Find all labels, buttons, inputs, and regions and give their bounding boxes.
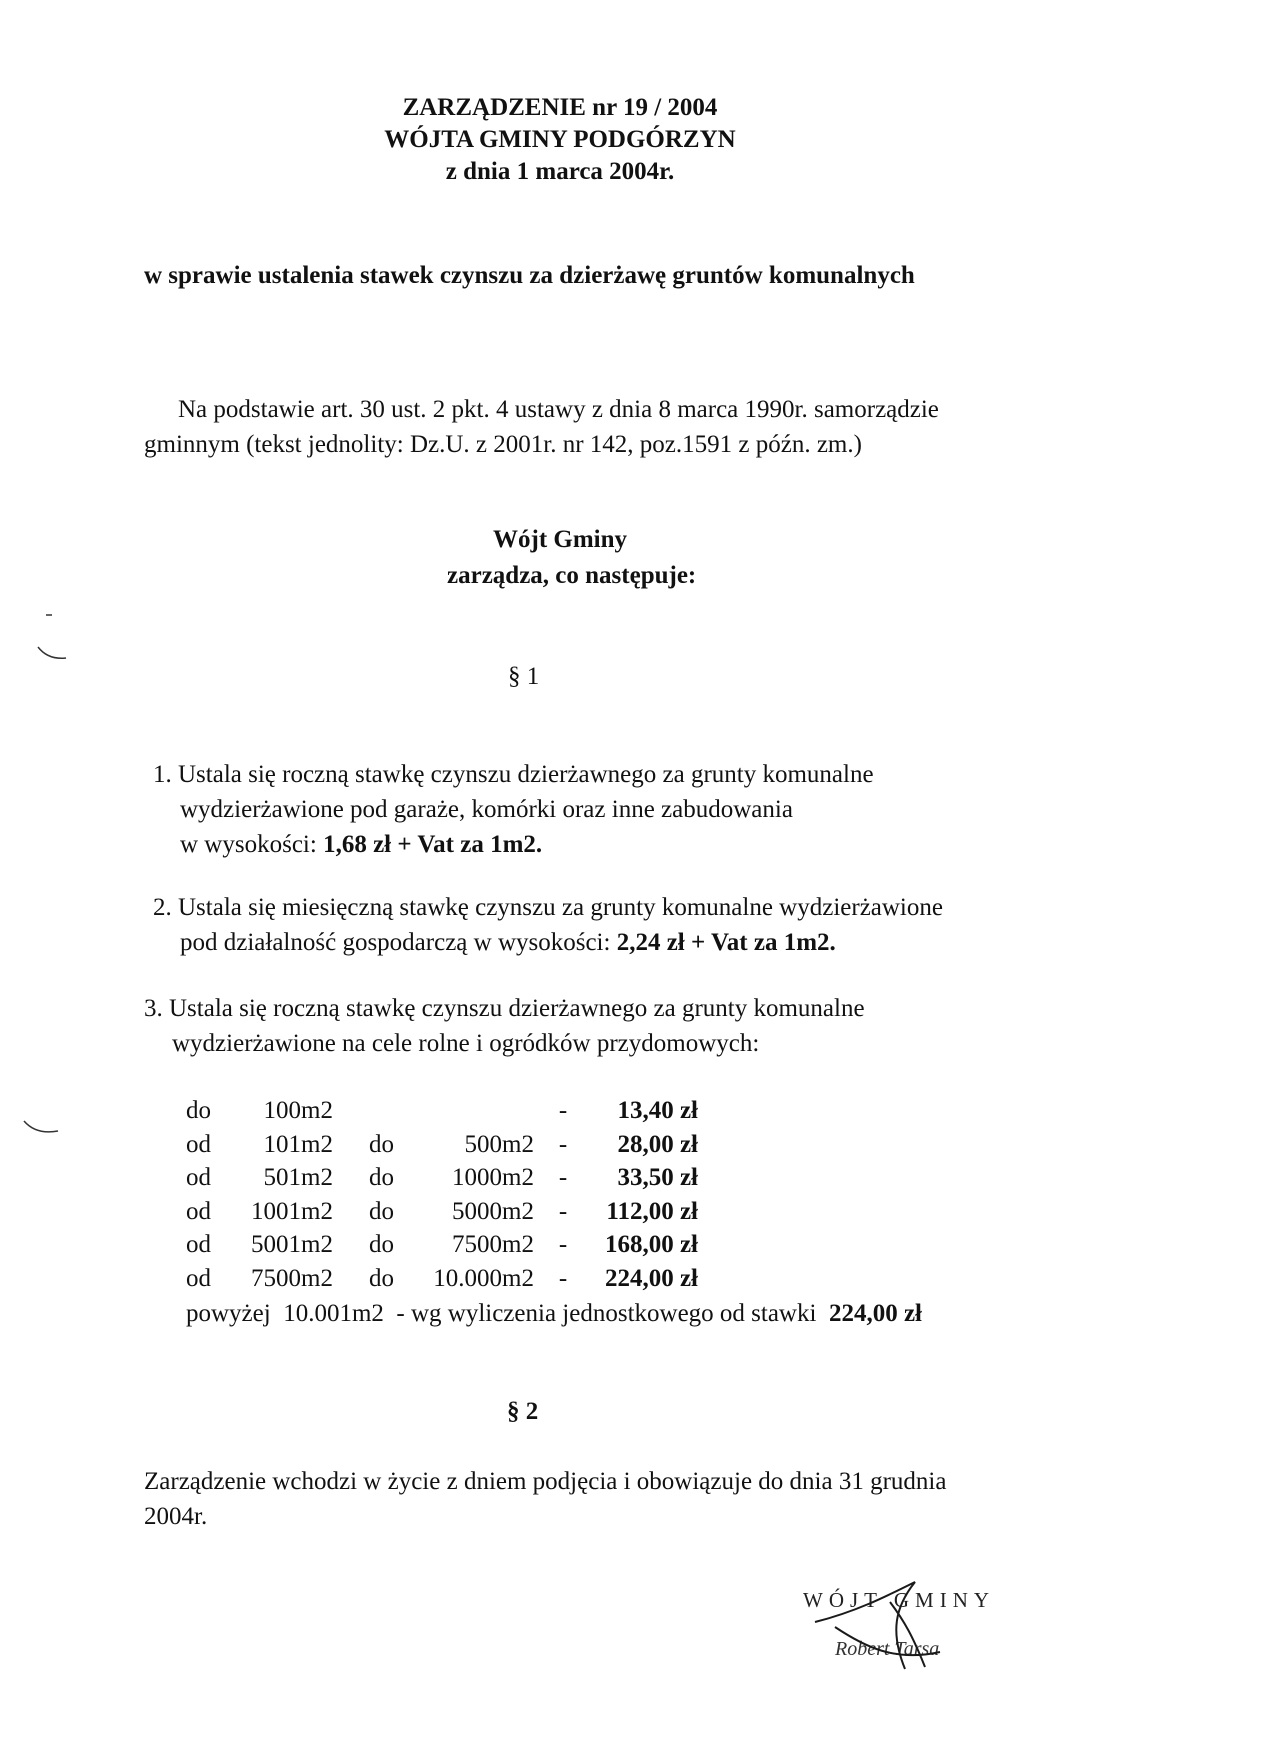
rate-do: do bbox=[369, 1130, 394, 1158]
rate-do bbox=[333, 1094, 429, 1128]
item-2-line-1: 2. Ustala się miesięczną stawkę czynszu za grunty komunalne wydzierżawione bbox=[153, 894, 943, 921]
item-3-line-2: wydzierżawione na cele rolne i ogródków przydomowych: bbox=[172, 1030, 760, 1057]
margin-scan-mark bbox=[20, 1115, 65, 1145]
rate-from: 100m2 bbox=[263, 1097, 333, 1124]
item-2-rate-value: 2,24 zł + Vat za 1m2. bbox=[616, 929, 836, 956]
header-date: z dnia 1 marca 2004r. bbox=[445, 158, 675, 185]
rate-price: 224,00 zł bbox=[604, 1264, 698, 1292]
rate-row bbox=[186, 1262, 698, 1296]
rate-do: do bbox=[369, 1231, 394, 1259]
rate-do: do bbox=[369, 1197, 394, 1225]
rate-price: 112,00 zł bbox=[606, 1197, 698, 1225]
rate-above-text: powyżej 10.001m2 - wg wyliczenia jednostkowego od stawki bbox=[186, 1300, 829, 1327]
rate-from: 7500m2 bbox=[251, 1264, 333, 1292]
rate-row bbox=[186, 1195, 698, 1229]
rate-prefix: od bbox=[186, 1130, 211, 1158]
rate-prefix: od bbox=[186, 1231, 211, 1259]
margin-scan-mark bbox=[34, 612, 74, 662]
section-2-heading: § 2 bbox=[507, 1398, 539, 1425]
rates-table bbox=[186, 1094, 698, 1296]
section-1-item-1 bbox=[153, 757, 874, 862]
rate-do: do bbox=[369, 1164, 394, 1192]
rate-row bbox=[186, 1094, 698, 1128]
section-2-line-2: 2004r. bbox=[144, 1503, 208, 1530]
signature-graphic bbox=[795, 1577, 1030, 1672]
authority-decree: zarządza, co następuje: bbox=[447, 562, 697, 589]
section-2-line-1: Zarządzenie wchodzi w życie z dniem podjęcia i obowiązuje do dnia 31 grudnia bbox=[144, 1468, 947, 1495]
rate-to bbox=[429, 1094, 534, 1128]
rate-do: do bbox=[369, 1264, 394, 1292]
rate-prefix: od bbox=[186, 1264, 211, 1292]
rate-to: 7500m2 bbox=[452, 1231, 534, 1259]
rate-row bbox=[186, 1161, 698, 1195]
rate-price: 33,50 zł bbox=[617, 1164, 698, 1192]
legal-basis-line-2: gminnym (tekst jednolity: Dz.U. z 2001r. nr 142, poz.1591 z późn. zm.) bbox=[144, 431, 862, 458]
header-authority: WÓJTA GMINY PODGÓRZYN bbox=[384, 126, 736, 153]
item-2-rate-label: pod działalność gospodarczą w wysokości: bbox=[180, 929, 617, 956]
rate-price: 168,00 zł bbox=[604, 1231, 698, 1259]
rate-row bbox=[186, 1128, 698, 1162]
legal-basis-line-1: Na podstawie art. 30 ust. 2 pkt. 4 ustawy z dnia 8 marca 1990r. samorządzie bbox=[178, 396, 939, 423]
rate-dash: - bbox=[558, 1097, 568, 1124]
item-1-line-3 bbox=[153, 827, 874, 862]
rate-dash: - bbox=[558, 1130, 568, 1158]
authority-name: Wójt Gminy bbox=[493, 526, 628, 553]
rate-dash: - bbox=[558, 1197, 568, 1225]
document-header bbox=[0, 92, 1120, 188]
item-3-line-1: 3. Ustala się roczną stawkę czynszu dzierżawnego za grunty komunalne bbox=[144, 995, 865, 1022]
rate-prefix: do bbox=[186, 1097, 211, 1124]
item-1-rate-label: w wysokości: bbox=[180, 831, 324, 858]
section-1-item-2 bbox=[153, 890, 943, 960]
rate-to: 5000m2 bbox=[452, 1197, 534, 1225]
stamp-text-top: WÓJT GMINY bbox=[803, 1588, 996, 1612]
rate-to: 500m2 bbox=[464, 1130, 534, 1158]
rate-from: 501m2 bbox=[263, 1164, 333, 1192]
rate-prefix: od bbox=[186, 1197, 211, 1225]
rate-from: 5001m2 bbox=[251, 1231, 333, 1259]
signature-stamp bbox=[795, 1577, 1030, 1672]
rate-from: 101m2 bbox=[263, 1130, 333, 1158]
rate-above-price: 224,00 zł bbox=[828, 1300, 922, 1327]
item-1-line-1: 1. Ustala się roczną stawkę czynszu dzierżawnego za grunty komunalne bbox=[153, 761, 874, 788]
rate-above-line bbox=[186, 1300, 922, 1328]
item-1-rate-value: 1,68 zł + Vat za 1m2. bbox=[323, 831, 543, 858]
rates-table-body bbox=[186, 1094, 698, 1296]
rate-dash: - bbox=[558, 1164, 568, 1192]
section-1-heading: § 1 bbox=[508, 663, 540, 690]
section-2-text bbox=[144, 1464, 946, 1534]
rate-dash: - bbox=[558, 1264, 568, 1292]
stamp-text-bottom: Robert Tarsa bbox=[835, 1638, 940, 1660]
item-2-line-2 bbox=[153, 925, 943, 960]
rate-prefix: od bbox=[186, 1164, 211, 1192]
rate-to: 1000m2 bbox=[452, 1164, 534, 1192]
rate-price: 28,00 zł bbox=[617, 1130, 698, 1158]
rate-from: 1001m2 bbox=[251, 1197, 333, 1225]
rate-to: 10.000m2 bbox=[433, 1264, 534, 1292]
legal-basis bbox=[144, 392, 939, 462]
rate-row bbox=[186, 1228, 698, 1262]
item-1-line-2: wydzierżawione pod garaże, komórki oraz inne zabudowania bbox=[180, 796, 793, 823]
header-title: ZARZĄDZENIE nr 19 / 2004 bbox=[402, 94, 718, 121]
document-subject: w sprawie ustalenia stawek czynszu za dzierżawę gruntów komunalnych bbox=[144, 262, 915, 289]
section-1-item-3 bbox=[144, 991, 865, 1061]
rate-dash: - bbox=[558, 1231, 568, 1259]
rate-price: 13,40 zł bbox=[617, 1097, 698, 1124]
